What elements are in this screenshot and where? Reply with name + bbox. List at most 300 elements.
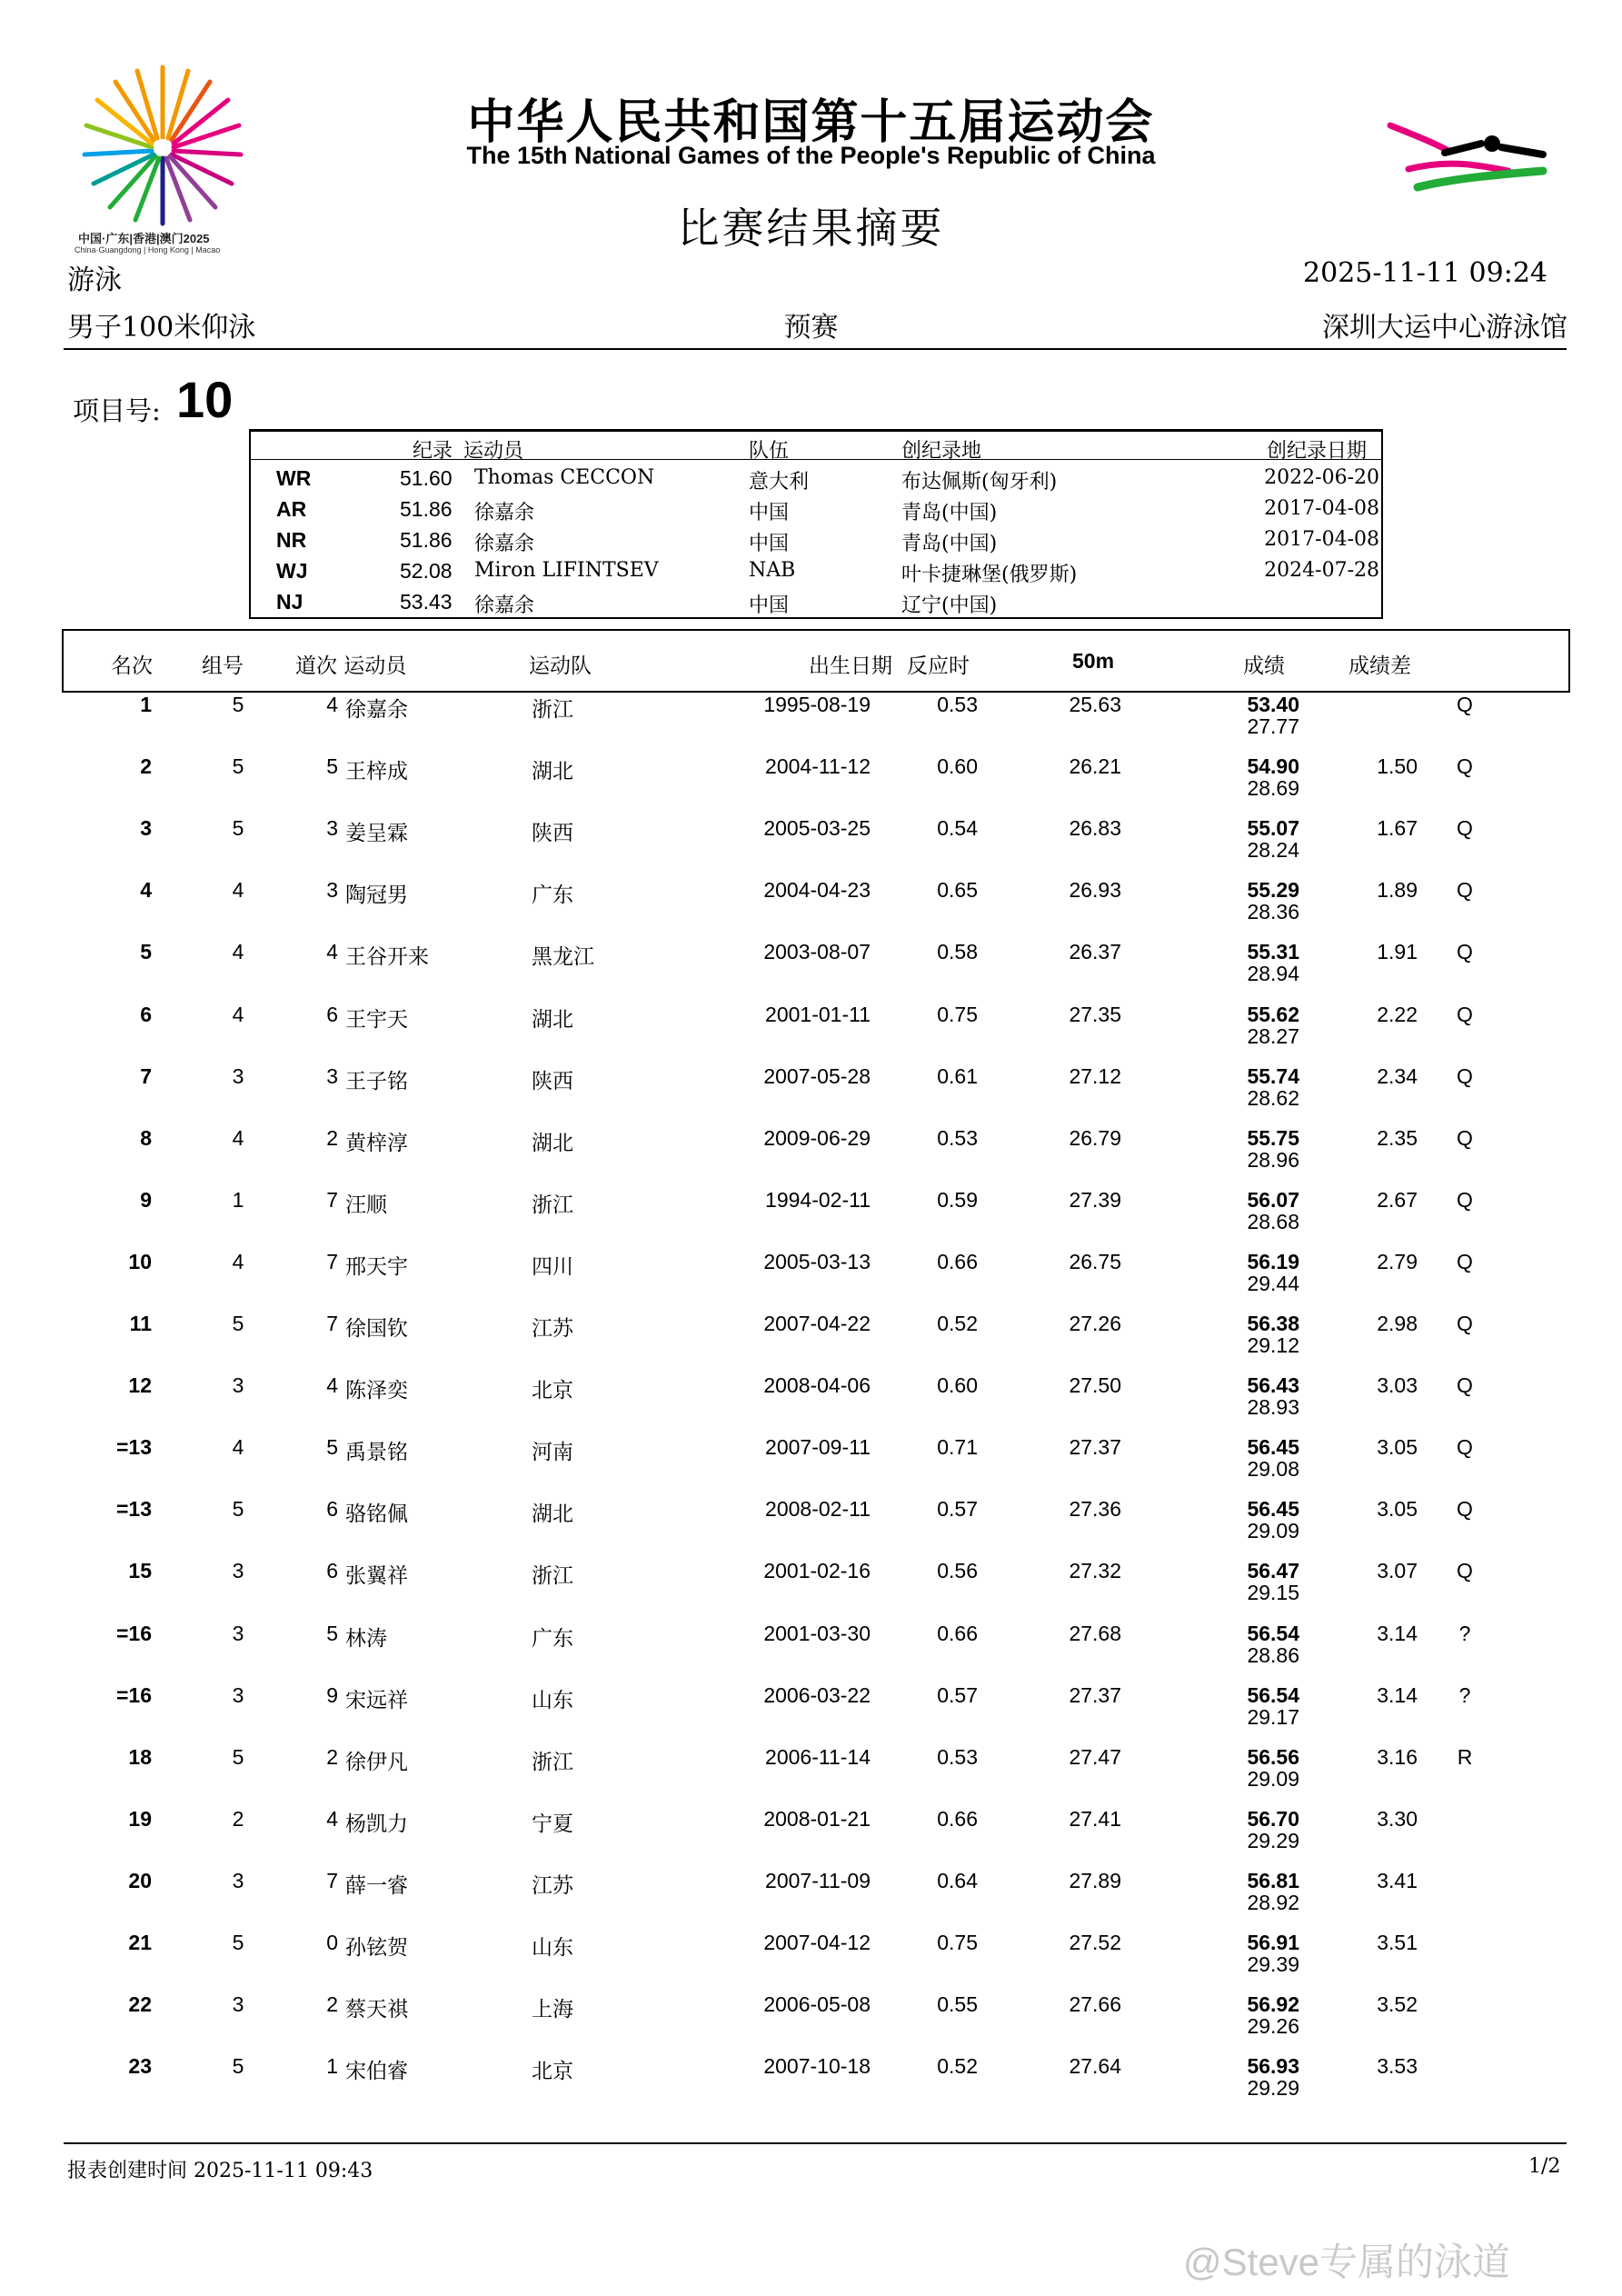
result-row: [0, 1003, 1622, 1064]
result-lane: 4: [326, 940, 338, 963]
result-split: 27.12: [1069, 1064, 1121, 1088]
result-athlete: 林涛: [345, 1627, 387, 1651]
result-row: [0, 940, 1622, 1002]
result-lane: 7: [326, 1250, 338, 1273]
result-team: 广东: [532, 1627, 573, 1651]
result-reaction: 0.61: [937, 1064, 978, 1088]
result-row: [0, 1869, 1622, 1931]
result-athlete: 王宇天: [345, 1008, 408, 1032]
result-athlete: 徐伊凡: [345, 1751, 408, 1774]
result-lane: 3: [326, 816, 338, 840]
result-row: [0, 1683, 1622, 1745]
result-lane: 2: [326, 1745, 338, 1769]
result-dob: 2007-05-28: [763, 1064, 871, 1088]
result-lap: 28.27: [1247, 1024, 1299, 1048]
result-row: [0, 1188, 1622, 1250]
result-heat: 1: [232, 1188, 244, 1212]
record-team: 意大利: [749, 471, 810, 494]
result-lap: 29.12: [1247, 1333, 1299, 1357]
logo-caption-en: China·Guangdong | Hong Kong | Macao: [75, 245, 221, 255]
result-heat: 5: [232, 1312, 244, 1335]
record-date: 2022-06-20: [1264, 466, 1379, 489]
result-time: 56.70: [1247, 1807, 1299, 1831]
sport-label: 游泳: [67, 265, 122, 296]
result-diff: 3.53: [1377, 2054, 1418, 2078]
result-team: 河南: [532, 1441, 573, 1464]
result-reaction: 0.55: [937, 1992, 978, 2016]
result-time: 56.81: [1247, 1869, 1299, 1892]
result-lane: 7: [326, 1188, 338, 1212]
result-team: 北京: [532, 1379, 573, 1403]
result-split: 26.83: [1069, 816, 1121, 840]
result-qualifier: Q: [1457, 1373, 1473, 1397]
result-heat: 5: [232, 816, 244, 840]
result-lane: 7: [326, 1869, 338, 1892]
result-rank: 6: [140, 1003, 152, 1026]
result-row: [0, 1931, 1622, 1992]
result-team: 黑龙江: [532, 945, 594, 969]
record-time: 53.43: [400, 590, 453, 614]
record-code: NR: [276, 528, 307, 552]
result-lane: 4: [326, 1373, 338, 1397]
result-team: 江苏: [532, 1874, 573, 1898]
result-heat: 5: [232, 754, 244, 778]
result-rank: 7: [140, 1064, 152, 1088]
result-lap: 28.93: [1247, 1395, 1299, 1419]
result-row: [0, 1250, 1622, 1312]
record-row: [251, 494, 1381, 524]
record-team: NAB: [749, 559, 796, 582]
result-diff: 1.67: [1377, 816, 1418, 840]
result-reaction: 0.66: [937, 1807, 978, 1831]
record-time: 51.86: [400, 497, 453, 521]
event-number-label: 项目号:: [73, 395, 161, 426]
result-heat: 4: [232, 1003, 244, 1026]
result-heat: 3: [232, 1683, 244, 1707]
result-row: [0, 1992, 1622, 2054]
result-qualifier: Q: [1457, 754, 1473, 778]
result-diff: 2.98: [1377, 1312, 1418, 1335]
result-qualifier: Q: [1457, 1003, 1473, 1026]
result-lap: 29.26: [1247, 2014, 1299, 2038]
result-athlete: 邢天宇: [345, 1255, 408, 1279]
result-diff: 3.30: [1377, 1807, 1418, 1831]
result-lap: 28.24: [1247, 838, 1299, 862]
result-diff: 3.05: [1377, 1497, 1418, 1521]
result-rank: 4: [140, 878, 152, 902]
result-rank: 2: [140, 754, 152, 778]
result-rank: 20: [128, 1869, 152, 1892]
result-reaction: 0.52: [937, 2054, 978, 2078]
result-dob: 2008-02-11: [765, 1497, 871, 1521]
record-time: 51.60: [400, 466, 453, 490]
result-split: 27.36: [1069, 1497, 1121, 1521]
result-split: 27.64: [1069, 2054, 1121, 2078]
result-reaction: 0.54: [937, 816, 978, 840]
record-date: 2017-04-08: [1264, 497, 1379, 520]
result-rank: 23: [128, 2054, 152, 2078]
result-team: 山东: [532, 1689, 573, 1712]
result-dob: 2007-09-11: [765, 1435, 871, 1459]
result-qualifier: Q: [1457, 878, 1473, 902]
record-athlete: 徐嘉余: [474, 502, 535, 524]
result-lap: 29.17: [1247, 1705, 1299, 1729]
result-diff: 3.16: [1377, 1745, 1418, 1769]
record-code: NJ: [276, 590, 304, 614]
result-split: 26.37: [1069, 940, 1121, 963]
record-place: 青岛(中国): [901, 502, 998, 524]
result-team: 四川: [532, 1255, 573, 1279]
result-split: 26.21: [1069, 754, 1121, 778]
result-rank: 11: [129, 1312, 152, 1335]
result-reaction: 0.66: [937, 1250, 978, 1273]
result-reaction: 0.71: [937, 1435, 978, 1459]
result-qualifier: ?: [1458, 1683, 1471, 1707]
result-split: 27.66: [1069, 1992, 1121, 2016]
result-heat: 3: [232, 1559, 244, 1582]
result-lap: 28.36: [1247, 900, 1299, 923]
result-lap: 28.86: [1247, 1643, 1299, 1667]
result-qualifier: Q: [1457, 1435, 1473, 1459]
result-split: 25.63: [1069, 693, 1121, 716]
result-lane: 0: [326, 1931, 338, 1954]
title-english: The 15th National Games of the People's Republic of China: [466, 142, 1156, 169]
result-diff: 3.41: [1377, 1869, 1418, 1892]
result-split: 27.41: [1069, 1807, 1121, 1831]
result-diff: 1.89: [1377, 878, 1418, 902]
result-lap: 29.08: [1247, 1457, 1299, 1481]
result-dob: 2007-04-12: [763, 1931, 871, 1954]
result-team: 湖北: [532, 760, 573, 784]
result-lap: 28.62: [1247, 1086, 1299, 1110]
result-dob: 2008-04-06: [763, 1373, 871, 1397]
result-dob: 2009-06-29: [763, 1126, 871, 1150]
title-chinese: 中华人民共和国第十五届运动会: [467, 96, 1155, 149]
record-team: 中国: [749, 533, 790, 555]
result-diff: 2.79: [1377, 1250, 1418, 1273]
result-athlete: 蔡天祺: [345, 1998, 408, 2021]
result-time: 56.92: [1247, 1992, 1299, 2016]
result-athlete: 陶冠男: [345, 883, 408, 907]
result-qualifier: Q: [1457, 1126, 1473, 1150]
result-time: 56.47: [1247, 1559, 1299, 1582]
result-athlete: 姜呈霖: [345, 822, 408, 845]
record-date: 2024-07-28: [1264, 559, 1379, 582]
record-team: 中国: [749, 502, 790, 524]
record-place: 青岛(中国): [901, 533, 998, 555]
header-dob: 出生日期: [809, 654, 892, 678]
records-header: [251, 432, 1381, 463]
result-lap: 29.39: [1247, 1952, 1299, 1976]
record-code: WJ: [276, 559, 308, 583]
result-lane: 6: [326, 1003, 338, 1026]
header-divider: [64, 348, 1567, 350]
result-heat: 3: [232, 1373, 244, 1397]
records-header-date: 创纪录日期: [1267, 440, 1368, 463]
result-row: [0, 1559, 1622, 1621]
report-created-time: 报表创建时间 2025-11-11 09:43: [67, 2160, 373, 2182]
record-row: [251, 524, 1381, 555]
result-split: 27.32: [1069, 1559, 1121, 1582]
result-qualifier: Q: [1457, 1188, 1473, 1212]
result-rank: 8: [140, 1126, 152, 1150]
result-reaction: 0.75: [937, 1931, 978, 1954]
result-reaction: 0.60: [937, 754, 978, 778]
result-qualifier: Q: [1457, 1559, 1473, 1582]
result-rank: 1: [140, 693, 152, 716]
result-time: 56.45: [1247, 1435, 1299, 1459]
result-heat: 2: [232, 1807, 244, 1831]
result-lane: 6: [326, 1559, 338, 1582]
result-reaction: 0.75: [937, 1003, 978, 1026]
result-time: 55.29: [1247, 878, 1299, 902]
records-header-athlete: 运动员: [463, 440, 524, 463]
result-row: [0, 1373, 1622, 1435]
result-lane: 7: [326, 1312, 338, 1335]
result-split: 26.79: [1069, 1126, 1121, 1150]
result-diff: 3.03: [1377, 1373, 1418, 1397]
result-dob: 2007-10-18: [763, 2054, 871, 2078]
result-athlete: 宋伯睿: [345, 2060, 408, 2083]
result-lap: 29.29: [1247, 2076, 1299, 2100]
result-diff: 3.52: [1377, 1992, 1418, 2016]
records-header-place: 创纪录地: [901, 440, 982, 463]
result-lap: 29.29: [1247, 1829, 1299, 1852]
result-reaction: 0.66: [937, 1622, 978, 1645]
result-team: 湖北: [532, 1502, 573, 1526]
result-qualifier: Q: [1457, 1064, 1473, 1088]
result-heat: 3: [232, 1064, 244, 1088]
result-split: 27.35: [1069, 1003, 1121, 1026]
result-heat: 4: [232, 1126, 244, 1150]
result-athlete: 汪顺: [345, 1193, 387, 1217]
result-diff: 2.35: [1377, 1126, 1418, 1150]
result-athlete: 骆铭佩: [345, 1502, 408, 1526]
result-dob: 2006-03-22: [763, 1683, 871, 1707]
header-reaction: 反应时: [907, 654, 970, 678]
result-split: 26.93: [1069, 878, 1121, 902]
records-table: [249, 429, 1383, 619]
result-team: 浙江: [532, 698, 573, 722]
result-rank: 5: [140, 940, 152, 963]
result-row: [0, 1064, 1622, 1126]
result-lane: 4: [326, 693, 338, 716]
result-team: 广东: [532, 883, 573, 907]
result-diff: 3.14: [1377, 1683, 1418, 1707]
result-dob: 2005-03-13: [763, 1250, 871, 1273]
result-dob: 2005-03-25: [763, 816, 871, 840]
result-heat: 3: [232, 1622, 244, 1645]
result-rank: =13: [115, 1435, 152, 1459]
result-row: [0, 1745, 1622, 1807]
record-row: [251, 586, 1381, 617]
result-row: [0, 1435, 1622, 1497]
header-diff: 成绩差: [1348, 654, 1411, 678]
result-rank: 12: [128, 1373, 152, 1397]
header-lane-athlete: 道次 运动员: [295, 654, 407, 678]
result-dob: 2007-11-09: [765, 1869, 871, 1892]
record-athlete: Miron LIFINTSEV: [474, 559, 659, 582]
record-place: 布达佩斯(匈牙利): [901, 471, 1058, 494]
result-time: 56.45: [1247, 1497, 1299, 1521]
result-qualifier: Q: [1457, 940, 1473, 963]
result-heat: 4: [232, 1435, 244, 1459]
result-lap: 29.09: [1247, 1767, 1299, 1791]
result-lap: 28.92: [1247, 1891, 1299, 1914]
result-reaction: 0.60: [937, 1373, 978, 1397]
result-row: [0, 1126, 1622, 1188]
result-row: [0, 754, 1622, 816]
result-athlete: 薛一睿: [345, 1874, 408, 1898]
header-split: 50m: [1072, 649, 1115, 673]
result-qualifier: Q: [1457, 1250, 1473, 1273]
result-time: 55.07: [1247, 816, 1299, 840]
result-rank: 18: [128, 1745, 152, 1769]
result-team: 宁夏: [532, 1812, 573, 1836]
result-diff: 3.51: [1377, 1931, 1418, 1954]
result-lap: 27.77: [1247, 714, 1299, 738]
result-heat: 5: [232, 1497, 244, 1521]
result-lane: 5: [326, 754, 338, 778]
result-time: 56.19: [1247, 1250, 1299, 1273]
result-time: 56.38: [1247, 1312, 1299, 1335]
result-athlete: 禹景铭: [345, 1441, 408, 1464]
result-team: 浙江: [532, 1751, 573, 1774]
result-time: 56.54: [1247, 1622, 1299, 1645]
result-heat: 4: [232, 878, 244, 902]
result-reaction: 0.57: [937, 1497, 978, 1521]
record-time: 52.08: [400, 559, 453, 583]
result-lap: 28.69: [1247, 776, 1299, 800]
result-reaction: 0.64: [937, 1869, 978, 1892]
record-time: 51.86: [400, 528, 453, 552]
event-name: 男子100米仰泳: [67, 312, 256, 344]
result-athlete: 黄梓淳: [345, 1132, 408, 1155]
result-qualifier: R: [1457, 1745, 1473, 1769]
record-place: 辽宁(中国): [901, 594, 998, 617]
result-time: 56.93: [1247, 2054, 1299, 2078]
result-rank: 21: [128, 1931, 152, 1954]
result-athlete: 陈泽奕: [345, 1379, 408, 1403]
result-rank: =13: [115, 1497, 152, 1521]
result-rank: 9: [140, 1188, 152, 1212]
result-row: [0, 1622, 1622, 1683]
record-athlete: 徐嘉余: [474, 533, 535, 555]
result-row: [0, 693, 1622, 754]
result-lap: 28.96: [1247, 1148, 1299, 1172]
result-reaction: 0.59: [937, 1188, 978, 1212]
result-athlete: 孙铉贺: [345, 1936, 408, 1960]
result-rank: 10: [128, 1250, 152, 1273]
result-team: 浙江: [532, 1193, 573, 1217]
result-time: 55.75: [1247, 1126, 1299, 1150]
result-diff: 3.07: [1377, 1559, 1418, 1582]
result-heat: 5: [232, 1931, 244, 1954]
result-diff: 1.50: [1377, 754, 1418, 778]
result-reaction: 0.56: [937, 1559, 978, 1582]
header-heat: 组号: [202, 654, 244, 678]
record-team: 中国: [749, 594, 790, 617]
result-time: 56.56: [1247, 1745, 1299, 1769]
result-split: 27.39: [1069, 1188, 1121, 1212]
result-dob: 2006-11-14: [765, 1745, 871, 1769]
result-heat: 3: [232, 1869, 244, 1892]
result-team: 湖北: [532, 1008, 573, 1032]
result-split: 27.47: [1069, 1745, 1121, 1769]
result-team: 江苏: [532, 1317, 573, 1341]
watermark: @Steve专属的泳道: [1183, 2241, 1511, 2283]
records-header-record: 纪录: [413, 440, 453, 463]
result-lane: 9: [326, 1683, 338, 1707]
result-split: 27.50: [1069, 1373, 1121, 1397]
logo-caption: 中国·广东|香港|澳门2025: [78, 232, 210, 245]
result-dob: 1995-08-19: [763, 693, 871, 716]
header-time: 成绩: [1243, 654, 1285, 678]
result-split: 27.37: [1069, 1683, 1121, 1707]
result-lap: 28.94: [1247, 962, 1299, 985]
result-reaction: 0.52: [937, 1312, 978, 1335]
result-lane: 4: [326, 1807, 338, 1831]
result-time: 56.07: [1247, 1188, 1299, 1212]
result-heat: 4: [232, 1250, 244, 1273]
venue-label: 深圳大运中心游泳馆: [1322, 312, 1567, 344]
result-reaction: 0.53: [937, 1745, 978, 1769]
round-label: 预赛: [783, 312, 839, 344]
result-time: 54.90: [1247, 754, 1299, 778]
result-diff: 2.67: [1377, 1188, 1418, 1212]
result-athlete: 杨凯力: [345, 1812, 408, 1836]
result-athlete: 王谷开来: [345, 945, 429, 969]
result-lane: 5: [326, 1435, 338, 1459]
record-athlete: 徐嘉余: [474, 594, 535, 617]
result-heat: 5: [232, 2054, 244, 2078]
result-row: [0, 1312, 1622, 1373]
records-header-team: 队伍: [749, 440, 790, 463]
result-heat: 5: [232, 1745, 244, 1769]
result-qualifier: Q: [1457, 1312, 1473, 1335]
result-split: 27.26: [1069, 1312, 1121, 1335]
result-qualifier: Q: [1457, 816, 1473, 840]
result-dob: 2006-05-08: [763, 1992, 871, 2016]
result-athlete: 徐嘉余: [345, 698, 408, 722]
result-dob: 2004-11-12: [765, 754, 871, 778]
result-row: [0, 2054, 1622, 2116]
result-rank: =16: [115, 1622, 152, 1645]
result-diff: 3.14: [1377, 1622, 1418, 1645]
result-time: 56.91: [1247, 1931, 1299, 1954]
result-team: 陕西: [532, 1070, 573, 1093]
record-code: WR: [276, 466, 312, 490]
result-rank: 3: [140, 816, 152, 840]
result-time: 56.54: [1247, 1683, 1299, 1707]
result-dob: 2007-04-22: [763, 1312, 871, 1335]
record-code: AR: [276, 497, 307, 521]
result-lane: 2: [326, 1126, 338, 1150]
result-row: [0, 1807, 1622, 1869]
result-diff: 1.91: [1377, 940, 1418, 963]
result-dob: 2001-02-16: [763, 1559, 871, 1582]
result-heat: 5: [232, 693, 244, 716]
result-dob: 1994-02-11: [765, 1188, 871, 1212]
result-team: 山东: [532, 1936, 573, 1960]
result-team: 浙江: [532, 1564, 573, 1588]
result-dob: 2003-08-07: [763, 940, 871, 963]
event-number: 10: [176, 371, 234, 428]
result-lap: 29.09: [1247, 1519, 1299, 1542]
result-athlete: 王子铭: [345, 1070, 408, 1093]
page-number: 1/2: [1528, 2155, 1561, 2178]
result-athlete: 张翼祥: [345, 1564, 408, 1588]
